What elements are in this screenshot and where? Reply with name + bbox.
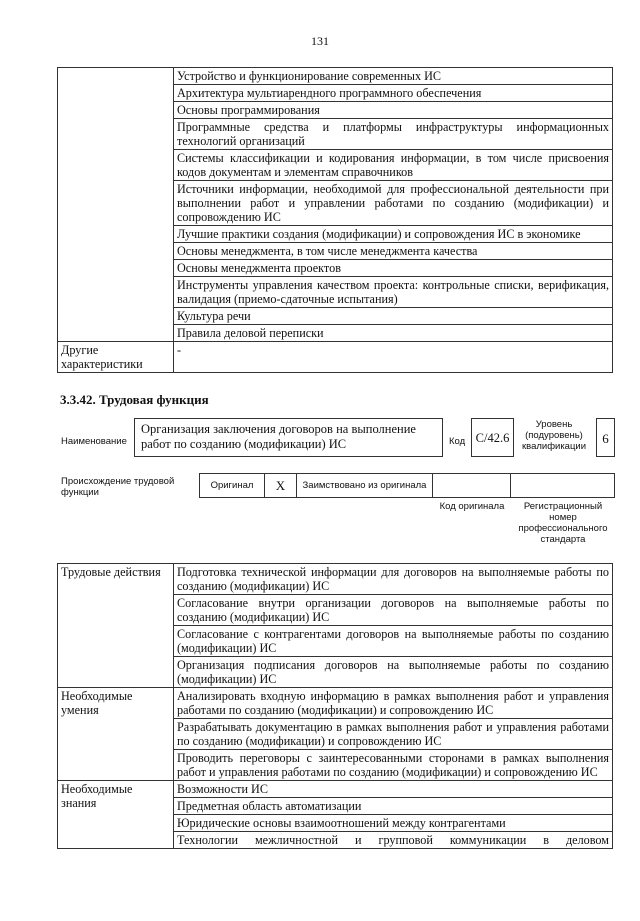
other-characteristics-value: - <box>174 342 613 373</box>
code-label: Код <box>449 436 466 447</box>
empty-label-cell <box>58 68 174 342</box>
table-row <box>58 342 613 373</box>
knowledge-item: Предметная область автоматизации <box>174 798 613 815</box>
knowledge-item: Культура речи <box>174 308 613 325</box>
table-row <box>200 474 615 498</box>
knowledge-item: Основы менеджмента проектов <box>174 260 613 277</box>
page-number: 131 <box>311 34 329 48</box>
code-original-label: Код оригинала <box>439 501 505 512</box>
knowledge-item: Архитектура мультиарендного программного обеспечения <box>174 85 613 102</box>
knowledge-continued-table <box>57 67 613 373</box>
knowledge-item: Юридические основы взаимоотношений между контрагентами <box>174 815 613 832</box>
function-code: С/42.6 <box>475 431 510 445</box>
section-title: 3.3.42. Трудовая функция <box>60 392 209 407</box>
function-name: Организация заключения договоров на выполнение работ по созданию (модификации) ИС <box>141 422 416 451</box>
borrowed-label: Заимствовано из оригинала <box>297 474 433 498</box>
labor-action-item: Подготовка технической информации для договоров на выполняемые работы по созданию (модификации) ИС <box>174 564 613 595</box>
level-label: Уровень (подуровень) квалификации <box>521 419 587 452</box>
other-characteristics-label: Другие характеристики <box>58 342 174 373</box>
function-details-table <box>57 563 613 849</box>
code-original-cell <box>433 474 511 498</box>
reg-number-cell <box>511 474 615 498</box>
table-row <box>58 781 613 798</box>
knowledge-item: Устройство и функционирование современных ИС <box>174 68 613 85</box>
section-label: Трудовые действия <box>58 564 174 688</box>
original-label: Оригинал <box>200 474 265 498</box>
skill-item: Проводить переговоры с заинтересованными сторонами в рамках выполнения работ и управления работами по созданию (модификации) и сопровождению ИС <box>174 750 613 781</box>
function-code-box <box>471 418 514 457</box>
level-value: 6 <box>602 431 609 446</box>
knowledge-item: Лучшие практики создания (модификации) и сопровождения ИС в экономике <box>174 226 613 243</box>
reg-number-label: Регистрационный номер профессионального стандарта <box>518 501 608 545</box>
knowledge-item: Правила деловой переписки <box>174 325 613 342</box>
section-label: Необходимые знания <box>58 781 174 849</box>
origin-label: Происхождение трудовой функции <box>61 476 175 498</box>
level-box <box>596 418 615 457</box>
skill-item: Разрабатывать документацию в рамках выполнения работ и управления работами по созданию (модификации) и сопровождению ИС <box>174 719 613 750</box>
knowledge-item: Системы классификации и кодирования информации, в том числе присвоения кодов документам и элементам справочников <box>174 150 613 181</box>
labor-action-item: Согласование внутри организации договоров на выполняемые работы по созданию (модификации) ИС <box>174 595 613 626</box>
name-label: Наименование <box>61 436 127 447</box>
knowledge-item: Технологии межличностной и групповой коммуникации в деловом <box>174 832 613 849</box>
origin-table <box>199 473 615 498</box>
skill-item: Анализировать входную информацию в рамках выполнения работ и управления работами по созданию (модификации) и сопровождению ИС <box>174 688 613 719</box>
knowledge-item: Основы программирования <box>174 102 613 119</box>
knowledge-item: Инструменты управления качеством проекта: контрольные списки, верификация, валидация (приемо-сдаточные испытания) <box>174 277 613 308</box>
table-row <box>58 688 613 719</box>
knowledge-item: Источники информации, необходимой для профессиональной деятельности при выполнении работ и управлении работами по созданию (модификации) и сопровождению ИС <box>174 181 613 226</box>
knowledge-item: Основы менеджмента, в том числе менеджмента качества <box>174 243 613 260</box>
knowledge-item: Программные средства и платформы инфраструктуры информационных технологий организаций <box>174 119 613 150</box>
table-row <box>58 564 613 595</box>
function-name-box <box>134 418 443 457</box>
knowledge-item: Возможности ИС <box>174 781 613 798</box>
original-mark: X <box>265 474 297 498</box>
labor-action-item: Организация подписания договоров на выполняемые работы по созданию (модификации) ИС <box>174 657 613 688</box>
table-row <box>58 68 613 85</box>
section-label: Необходимые умения <box>58 688 174 781</box>
labor-action-item: Согласование с контрагентами договоров на выполняемые работы по созданию (модификации) ИС <box>174 626 613 657</box>
